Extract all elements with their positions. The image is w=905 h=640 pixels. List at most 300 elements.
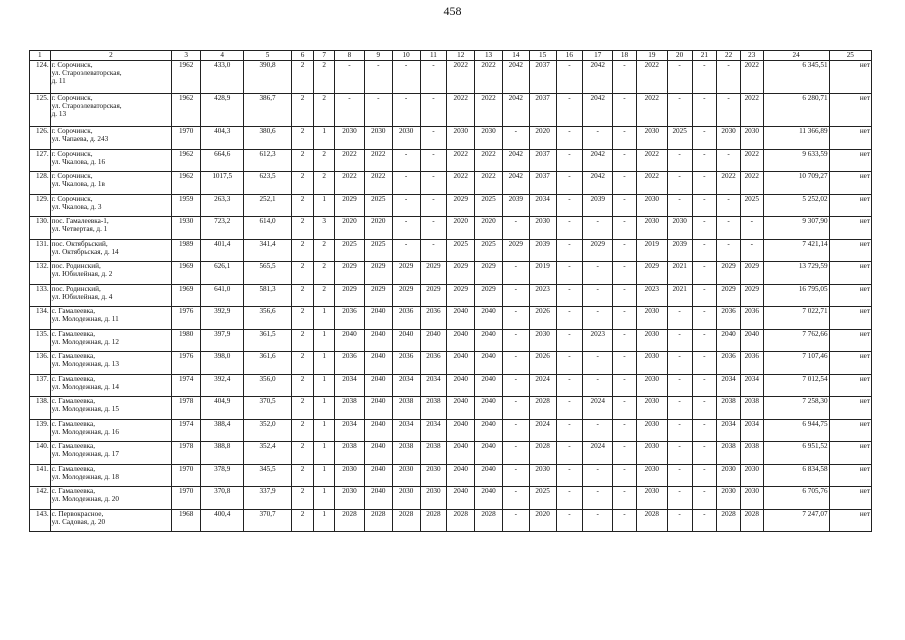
value-cell: 2 — [291, 374, 314, 397]
row-number: 132. — [30, 262, 51, 285]
value-cell: - — [692, 284, 717, 307]
value-cell: - — [502, 127, 529, 150]
value-cell: 2042 — [502, 61, 529, 94]
value-cell: 2029 — [740, 284, 763, 307]
value-cell: 2020 — [529, 127, 556, 150]
value-cell: 1976 — [172, 352, 201, 375]
table-row — [30, 442, 872, 465]
value-cell: 2039 — [667, 239, 692, 262]
value-cell: 392,4 — [201, 374, 244, 397]
value-cell: - — [420, 217, 447, 240]
value-cell: 641,0 — [201, 284, 244, 307]
status-cell: нет — [829, 442, 871, 465]
value-cell: 2022 — [447, 61, 475, 94]
value-cell: - — [613, 94, 637, 127]
value-cell: - — [692, 149, 717, 172]
value-cell: 2030 — [636, 307, 667, 330]
value-cell: 1959 — [172, 194, 201, 217]
value-cell: 2040 — [364, 442, 392, 465]
value-cell: 2040 — [475, 487, 503, 510]
value-cell: - — [667, 374, 692, 397]
row-number: 131. — [30, 239, 51, 262]
value-cell: 2 — [291, 217, 314, 240]
address-cell: с. Гамалеевка, ул. Молодежная, д. 16 — [50, 419, 172, 442]
value-cell: 2022 — [740, 149, 763, 172]
value-cell: 388,8 — [201, 442, 244, 465]
row-number: 137. — [30, 374, 51, 397]
value-cell: - — [556, 352, 583, 375]
value-cell: 2028 — [475, 509, 503, 532]
value-cell: 2022 — [447, 149, 475, 172]
value-cell: - — [420, 194, 447, 217]
row-number: 130. — [30, 217, 51, 240]
value-cell: 623,5 — [244, 172, 291, 195]
column-number-3: 3 — [172, 51, 201, 61]
value-cell: 2029 — [364, 284, 392, 307]
value-cell: 2040 — [364, 464, 392, 487]
value-cell: 2038 — [335, 442, 365, 465]
value-cell: - — [420, 172, 447, 195]
value-cell: 2024 — [583, 397, 613, 420]
value-cell: - — [392, 194, 420, 217]
value-cell: 2028 — [335, 509, 365, 532]
value-cell: - — [667, 352, 692, 375]
column-number-15: 15 — [529, 51, 556, 61]
row-number: 136. — [30, 352, 51, 375]
value-cell: - — [556, 127, 583, 150]
value-cell: 2036 — [717, 307, 741, 330]
value-cell: 2030 — [636, 374, 667, 397]
value-cell: 2022 — [364, 172, 392, 195]
value-cell: 3 — [314, 217, 335, 240]
value-cell: 2 — [314, 239, 335, 262]
value-cell: 2030 — [335, 127, 365, 150]
row-number: 126. — [30, 127, 51, 150]
value-cell: 392,9 — [201, 307, 244, 330]
value-cell: - — [335, 94, 365, 127]
value-cell: - — [583, 374, 613, 397]
value-cell: 356,6 — [244, 307, 291, 330]
value-cell: 2030 — [717, 487, 741, 510]
value-cell: 2029 — [502, 239, 529, 262]
status-cell: нет — [829, 397, 871, 420]
value-cell: 1962 — [172, 149, 201, 172]
value-cell: 1989 — [172, 239, 201, 262]
value-cell: 2 — [291, 442, 314, 465]
status-cell: нет — [829, 61, 871, 94]
value-cell: - — [613, 374, 637, 397]
value-cell: 2030 — [392, 464, 420, 487]
value-cell: 2034 — [717, 374, 741, 397]
value-cell: - — [502, 329, 529, 352]
value-cell: 2030 — [636, 352, 667, 375]
value-cell: 2037 — [529, 149, 556, 172]
status-cell: нет — [829, 239, 871, 262]
value-cell: 2036 — [335, 307, 365, 330]
value-cell: 2042 — [502, 149, 529, 172]
value-cell: 345,5 — [244, 464, 291, 487]
value-cell: 2037 — [529, 61, 556, 94]
value-cell: 361,5 — [244, 329, 291, 352]
column-number-9: 9 — [364, 51, 392, 61]
value-cell: 2040 — [447, 464, 475, 487]
value-cell: - — [613, 329, 637, 352]
value-cell: 2 — [291, 487, 314, 510]
value-cell: 2040 — [740, 329, 763, 352]
value-cell: 2038 — [740, 397, 763, 420]
value-cell: 2022 — [717, 172, 741, 195]
data-table — [29, 50, 872, 532]
value-cell: - — [502, 397, 529, 420]
value-cell: 2020 — [335, 217, 365, 240]
value-cell: - — [556, 374, 583, 397]
value-cell: 2022 — [636, 94, 667, 127]
value-cell: 2 — [314, 94, 335, 127]
value-cell: - — [692, 194, 717, 217]
column-number-14: 14 — [502, 51, 529, 61]
value-cell: 2030 — [717, 127, 741, 150]
value-cell: 2039 — [529, 239, 556, 262]
cost-cell: 9 307,90 — [763, 217, 829, 240]
value-cell: 1976 — [172, 307, 201, 330]
table-row — [30, 487, 872, 510]
value-cell: 2036 — [392, 307, 420, 330]
value-cell: 2034 — [529, 194, 556, 217]
status-cell: нет — [829, 262, 871, 285]
value-cell: 2025 — [364, 239, 392, 262]
address-cell: с. Гамалеевка, ул. Молодежная, д. 11 — [50, 307, 172, 330]
value-cell: 2022 — [475, 61, 503, 94]
column-number-17: 17 — [583, 51, 613, 61]
row-number: 125. — [30, 94, 51, 127]
address-cell: с. Первокрасное, ул. Садовая, д. 20 — [50, 509, 172, 532]
value-cell: 2034 — [392, 374, 420, 397]
value-cell: - — [502, 464, 529, 487]
value-cell: 2029 — [740, 262, 763, 285]
column-number-21: 21 — [692, 51, 717, 61]
value-cell: 2019 — [636, 239, 667, 262]
value-cell: 2 — [314, 284, 335, 307]
address-cell: г. Сорочинск, ул. Чкалова, д. 1в — [50, 172, 172, 195]
table-row — [30, 61, 872, 94]
value-cell: - — [583, 419, 613, 442]
value-cell: - — [692, 442, 717, 465]
value-cell: 2020 — [475, 217, 503, 240]
cost-cell: 6 280,71 — [763, 94, 829, 127]
value-cell: 433,0 — [201, 61, 244, 94]
cost-cell: 7 107,46 — [763, 352, 829, 375]
value-cell: 2028 — [717, 509, 741, 532]
value-cell: 1017,5 — [201, 172, 244, 195]
value-cell: 1 — [314, 374, 335, 397]
row-number: 134. — [30, 307, 51, 330]
value-cell: 2030 — [447, 127, 475, 150]
column-number-19: 19 — [636, 51, 667, 61]
value-cell: - — [692, 419, 717, 442]
value-cell: - — [556, 487, 583, 510]
value-cell: - — [392, 172, 420, 195]
value-cell: 2042 — [583, 61, 613, 94]
column-number-11: 11 — [420, 51, 447, 61]
value-cell: - — [740, 239, 763, 262]
value-cell: 2040 — [364, 307, 392, 330]
value-cell: - — [583, 487, 613, 510]
value-cell: 2 — [314, 262, 335, 285]
value-cell: 2040 — [475, 442, 503, 465]
value-cell: 723,2 — [201, 217, 244, 240]
column-number-5: 5 — [244, 51, 291, 61]
value-cell: 1970 — [172, 464, 201, 487]
value-cell: 1 — [314, 352, 335, 375]
cost-cell: 10 709,27 — [763, 172, 829, 195]
table-row — [30, 262, 872, 285]
cost-cell: 7 421,14 — [763, 239, 829, 262]
column-number-7: 7 — [314, 51, 335, 61]
value-cell: 2030 — [392, 127, 420, 150]
row-number: 143. — [30, 509, 51, 532]
value-cell: 2040 — [364, 419, 392, 442]
value-cell: - — [667, 61, 692, 94]
cost-cell: 6 834,58 — [763, 464, 829, 487]
value-cell: 2029 — [447, 194, 475, 217]
value-cell: 2025 — [667, 127, 692, 150]
value-cell: 2029 — [420, 284, 447, 307]
address-cell: с. Гамалеевка, ул. Молодежная, д. 12 — [50, 329, 172, 352]
value-cell: 2040 — [475, 374, 503, 397]
value-cell: 2029 — [447, 284, 475, 307]
table-row — [30, 397, 872, 420]
value-cell: 2 — [291, 509, 314, 532]
value-cell: 2040 — [447, 442, 475, 465]
value-cell: 1974 — [172, 374, 201, 397]
value-cell: 2022 — [475, 149, 503, 172]
value-cell: 397,9 — [201, 329, 244, 352]
cost-cell: 7 012,54 — [763, 374, 829, 397]
value-cell: 2029 — [335, 284, 365, 307]
value-cell: - — [420, 61, 447, 94]
value-cell: 2029 — [335, 194, 365, 217]
value-cell: 428,9 — [201, 94, 244, 127]
value-cell: 2024 — [583, 442, 613, 465]
value-cell: 2042 — [502, 94, 529, 127]
value-cell: 356,0 — [244, 374, 291, 397]
value-cell: - — [583, 509, 613, 532]
table-row — [30, 464, 872, 487]
value-cell: 2040 — [447, 419, 475, 442]
value-cell: 2030 — [740, 464, 763, 487]
value-cell: 2029 — [335, 262, 365, 285]
table-row — [30, 307, 872, 330]
value-cell: - — [556, 239, 583, 262]
table-row — [30, 419, 872, 442]
value-cell: - — [667, 149, 692, 172]
value-cell: - — [717, 194, 741, 217]
value-cell: 2030 — [636, 442, 667, 465]
value-cell: - — [692, 217, 717, 240]
value-cell: 2029 — [475, 284, 503, 307]
value-cell: 398,0 — [201, 352, 244, 375]
value-cell: 2 — [291, 61, 314, 94]
value-cell: - — [717, 94, 741, 127]
value-cell: - — [667, 94, 692, 127]
value-cell: - — [613, 464, 637, 487]
value-cell: 2040 — [364, 329, 392, 352]
value-cell: - — [613, 352, 637, 375]
column-number-13: 13 — [475, 51, 503, 61]
value-cell: 2022 — [475, 94, 503, 127]
value-cell: 263,3 — [201, 194, 244, 217]
table-row — [30, 94, 872, 127]
table-row — [30, 127, 872, 150]
column-number-4: 4 — [201, 51, 244, 61]
cost-cell: 6 951,52 — [763, 442, 829, 465]
value-cell: - — [502, 284, 529, 307]
value-cell: 2030 — [420, 487, 447, 510]
row-number: 141. — [30, 464, 51, 487]
status-cell: нет — [829, 307, 871, 330]
value-cell: 2 — [314, 149, 335, 172]
value-cell: - — [613, 172, 637, 195]
table-row — [30, 329, 872, 352]
value-cell: 252,1 — [244, 194, 291, 217]
value-cell: 2038 — [717, 397, 741, 420]
page-number: 458 — [443, 4, 462, 18]
value-cell: 2023 — [529, 284, 556, 307]
value-cell: 2030 — [529, 329, 556, 352]
value-cell: 390,8 — [244, 61, 291, 94]
status-cell: нет — [829, 194, 871, 217]
value-cell: - — [667, 487, 692, 510]
value-cell: 2025 — [447, 239, 475, 262]
value-cell: 2 — [291, 307, 314, 330]
value-cell: 2 — [291, 127, 314, 150]
value-cell: 2034 — [420, 419, 447, 442]
address-cell: г. Сорочинск, ул. Староэлеваторская, д. 11 — [50, 61, 172, 94]
value-cell: 2040 — [335, 329, 365, 352]
value-cell: 2038 — [420, 442, 447, 465]
value-cell: 2040 — [475, 397, 503, 420]
value-cell: - — [613, 61, 637, 94]
value-cell: 341,4 — [244, 239, 291, 262]
value-cell: 2040 — [420, 329, 447, 352]
value-cell: - — [692, 329, 717, 352]
value-cell: 2022 — [740, 61, 763, 94]
value-cell: 2030 — [475, 127, 503, 150]
value-cell: - — [613, 419, 637, 442]
value-cell: 2040 — [364, 487, 392, 510]
value-cell: 2030 — [335, 487, 365, 510]
value-cell: - — [556, 419, 583, 442]
value-cell: - — [692, 262, 717, 285]
value-cell: - — [502, 374, 529, 397]
row-number: 129. — [30, 194, 51, 217]
value-cell: 2034 — [335, 419, 365, 442]
value-cell: 2034 — [740, 374, 763, 397]
value-cell: 2029 — [717, 262, 741, 285]
value-cell: 2 — [291, 419, 314, 442]
value-cell: - — [502, 509, 529, 532]
value-cell: 2029 — [636, 262, 667, 285]
value-cell: - — [692, 239, 717, 262]
value-cell: 2034 — [335, 374, 365, 397]
value-cell: - — [556, 94, 583, 127]
value-cell: - — [392, 94, 420, 127]
row-number: 127. — [30, 149, 51, 172]
table-row — [30, 217, 872, 240]
value-cell: - — [392, 61, 420, 94]
value-cell: 2030 — [364, 127, 392, 150]
value-cell: - — [556, 284, 583, 307]
value-cell: 2 — [291, 329, 314, 352]
cost-cell: 9 633,59 — [763, 149, 829, 172]
value-cell: 1 — [314, 442, 335, 465]
value-cell: 2038 — [717, 442, 741, 465]
table-row — [30, 194, 872, 217]
value-cell: 2040 — [475, 307, 503, 330]
value-cell: - — [556, 329, 583, 352]
value-cell: - — [692, 464, 717, 487]
value-cell: 2042 — [583, 149, 613, 172]
column-number-20: 20 — [667, 51, 692, 61]
value-cell: - — [502, 442, 529, 465]
value-cell: 2039 — [502, 194, 529, 217]
cost-cell: 6 345,51 — [763, 61, 829, 94]
value-cell: 337,9 — [244, 487, 291, 510]
value-cell: 565,5 — [244, 262, 291, 285]
value-cell: 1 — [314, 509, 335, 532]
value-cell: - — [667, 307, 692, 330]
value-cell: - — [740, 217, 763, 240]
value-cell: 2 — [314, 61, 335, 94]
value-cell: 2 — [291, 149, 314, 172]
column-number-row — [30, 51, 872, 61]
value-cell: 2028 — [529, 442, 556, 465]
row-number: 138. — [30, 397, 51, 420]
status-cell: нет — [829, 127, 871, 150]
cost-cell: 11 366,89 — [763, 127, 829, 150]
value-cell: - — [613, 239, 637, 262]
value-cell: 2040 — [392, 329, 420, 352]
row-number: 140. — [30, 442, 51, 465]
value-cell: 1978 — [172, 397, 201, 420]
value-cell: - — [583, 284, 613, 307]
value-cell: - — [502, 419, 529, 442]
value-cell: - — [583, 307, 613, 330]
value-cell: 2036 — [420, 307, 447, 330]
value-cell: 2 — [291, 352, 314, 375]
value-cell: 2030 — [420, 464, 447, 487]
value-cell: 2042 — [583, 172, 613, 195]
value-cell: - — [692, 307, 717, 330]
value-cell: 2022 — [335, 149, 365, 172]
value-cell: 2025 — [529, 487, 556, 510]
value-cell: - — [502, 262, 529, 285]
value-cell: 2030 — [740, 127, 763, 150]
value-cell: 2040 — [717, 329, 741, 352]
status-cell: нет — [829, 172, 871, 195]
value-cell: 370,7 — [244, 509, 291, 532]
value-cell: - — [556, 464, 583, 487]
value-cell: 2022 — [364, 149, 392, 172]
value-cell: 2022 — [740, 172, 763, 195]
row-number: 133. — [30, 284, 51, 307]
value-cell: 386,7 — [244, 94, 291, 127]
table-row — [30, 149, 872, 172]
address-cell: с. Гамалеевка, ул. Молодежная, д. 20 — [50, 487, 172, 510]
value-cell: 2029 — [583, 239, 613, 262]
column-number-2: 2 — [50, 51, 172, 61]
value-cell: 2022 — [636, 149, 667, 172]
